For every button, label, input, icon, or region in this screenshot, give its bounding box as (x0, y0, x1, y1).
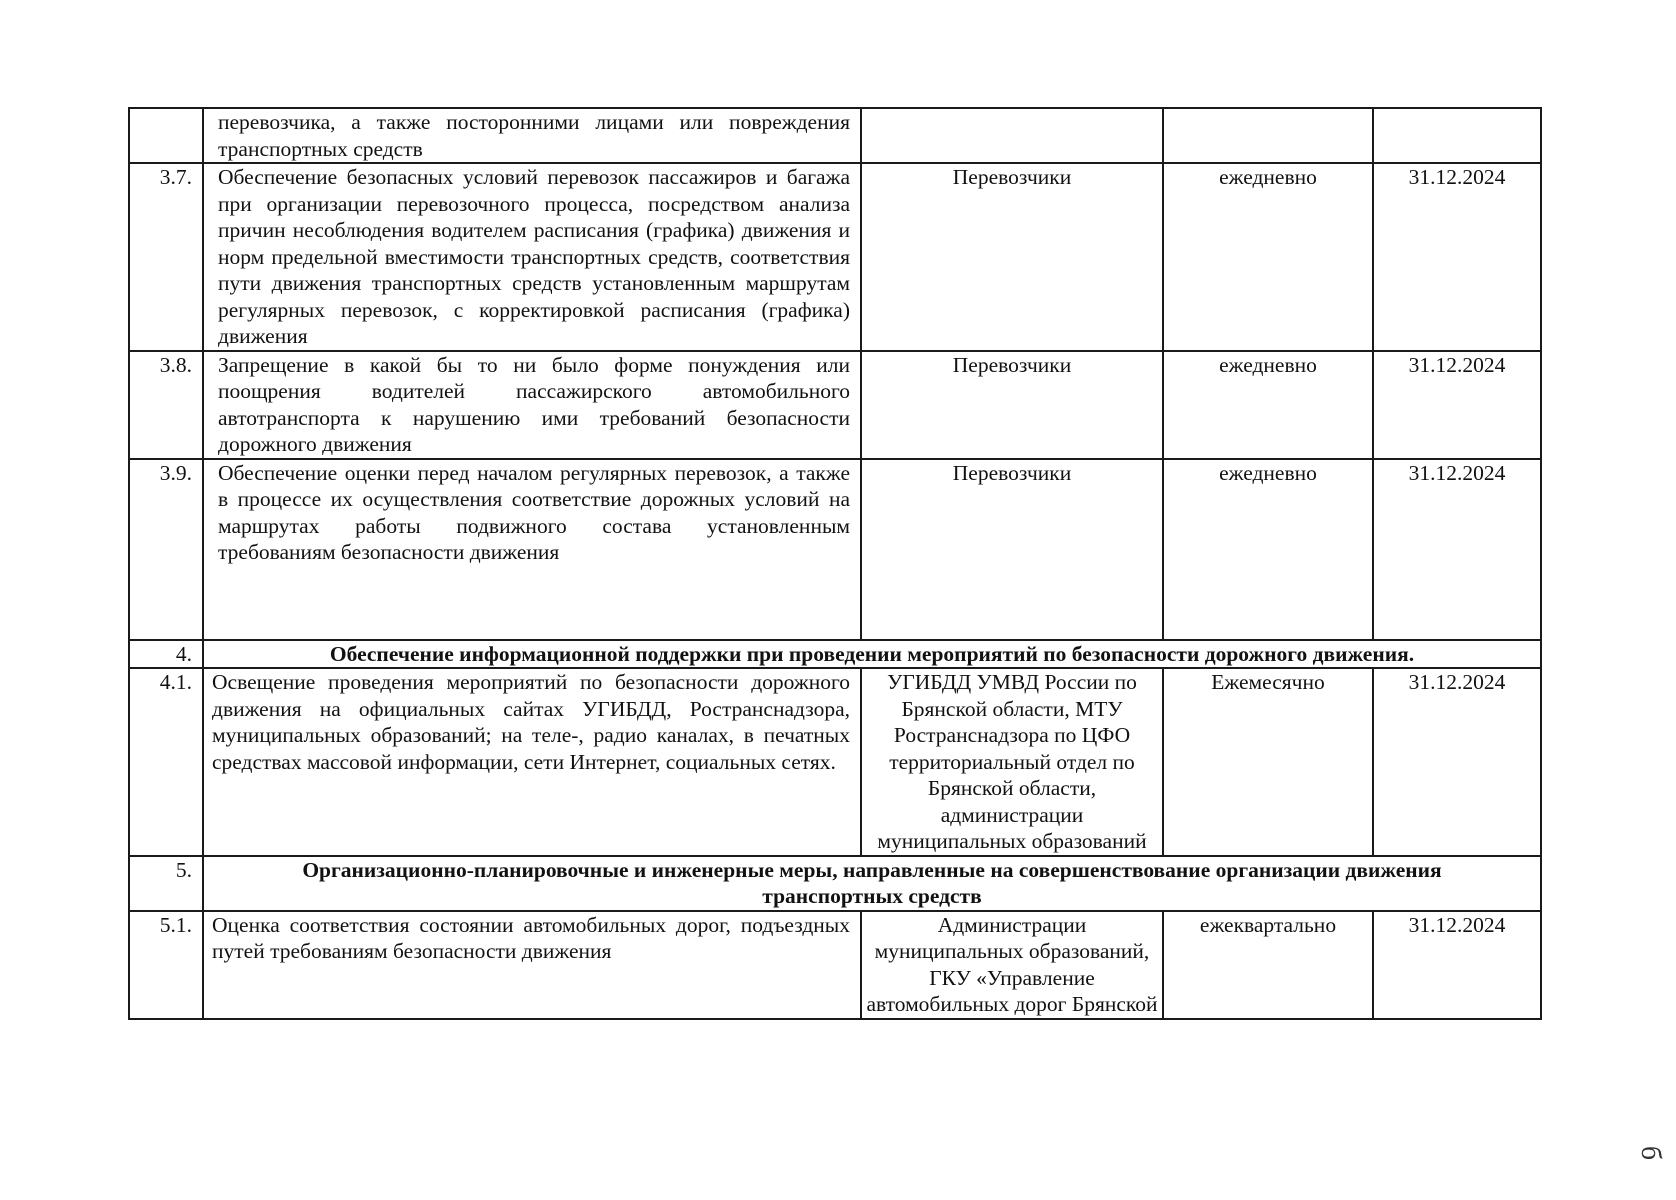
row-period: ежедневно (1163, 351, 1373, 459)
row-executor: Перевозчики (861, 351, 1163, 459)
row-executor: УГИБДД УМВД России по Брянской области, МТУ Ространснадзора по ЦФО территориальный отдел по Брянской области, администрации муниципальных образований (861, 668, 1163, 856)
row-number: 3.9. (129, 459, 203, 640)
row-deadline: 31.12.2024 (1373, 351, 1541, 459)
row-description: Запрещение в какой бы то ни было форме понуждения или поощрения водителей пассажирского автомобильного автотранспорта к нарушению ими требований безопасности дорожного движения (203, 351, 861, 459)
row-deadline: 31.12.2024 (1373, 668, 1541, 856)
row-deadline: 31.12.2024 (1373, 911, 1541, 1019)
section-number: 4. (129, 640, 203, 669)
table-row (129, 163, 1541, 351)
row-number: 3.8. (129, 351, 203, 459)
row-period: ежеквартально (1163, 911, 1373, 1019)
section-title: Организационно-планировочные и инженерные меры, направленные на совершенствование организации движения транспортных средств (203, 856, 1541, 911)
section-title: Обеспечение информационной поддержки при проведении мероприятий по безопасности дорожного движения. (203, 640, 1541, 669)
row-description: Оценка соответствия состоянии автомобильных дорог, подъездных путей требованиям безопасности движения (203, 911, 861, 1019)
row-deadline (1373, 108, 1541, 163)
table-row (129, 911, 1541, 1019)
row-number: 4.1. (129, 668, 203, 856)
row-description: Освещение проведения мероприятий по безопасности дорожного движения на официальных сайтах УГИБДД, Ространснадзора, муниципальных образований; на теле-, радио каналах, в печатных средствах массовой информации, сети Интернет, социальных сетях. (203, 668, 861, 856)
row-period: ежедневно (1163, 459, 1373, 640)
row-period: Ежемесячно (1163, 668, 1373, 856)
table-row (129, 668, 1541, 856)
row-deadline: 31.12.2024 (1373, 163, 1541, 351)
row-executor: Администрации муниципальных образований, ГКУ «Управление автомобильных дорог Брянской (861, 911, 1163, 1019)
row-executor: Перевозчики (861, 459, 1163, 640)
row-description: Обеспечение безопасных условий перевозок пассажиров и багажа при организации перевозочного процесса, посредством анализа причин несоблюдения водителем расписания (графика) движения и норм предельной вместимости транспортных средств, соответствия пути движения транспортных средств установленным маршрутам регулярных перевозок, с корректировкой расписания (графика) движения (203, 163, 861, 351)
table-row (129, 108, 1541, 163)
row-period: ежедневно (1163, 163, 1373, 351)
row-number: 3.7. (129, 163, 203, 351)
row-executor: Перевозчики (861, 163, 1163, 351)
row-number: 5.1. (129, 911, 203, 1019)
plan-table (128, 107, 1542, 1020)
row-period (1163, 108, 1373, 163)
section-number: 5. (129, 856, 203, 911)
table-row (129, 351, 1541, 459)
section-row (129, 856, 1541, 911)
row-description: Обеспечение оценки перед началом регулярных перевозок, а также в процессе их осуществления соответствие дорожных условий на маршрутах работы подвижного состава установленным требованиям безопасности движения (203, 459, 861, 640)
row-number (129, 108, 203, 163)
row-deadline: 31.12.2024 (1373, 459, 1541, 640)
table-row (129, 459, 1541, 640)
section-row (129, 640, 1541, 669)
row-executor (861, 108, 1163, 163)
row-description: перевозчика, а также посторонними лицами или повреждения транспортных средств (203, 108, 861, 163)
page-number-mark: б (1635, 1145, 1667, 1161)
